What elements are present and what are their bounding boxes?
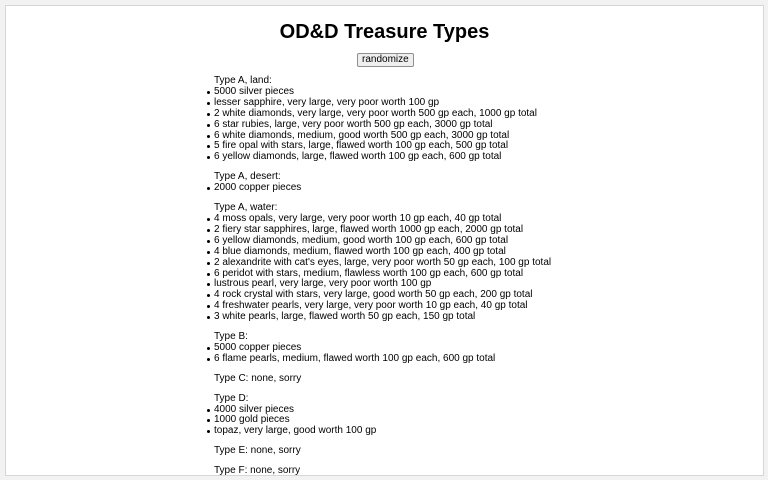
list-item: 5 fire opal with stars, large, flawed worth 100 gp each, 500 gp total bbox=[214, 141, 551, 152]
page-frame bbox=[5, 5, 764, 476]
treasure-section bbox=[208, 466, 551, 476]
treasure-list bbox=[208, 76, 551, 476]
list-item: 2 alexandrite with cat's eyes, large, very poor worth 50 gp each, 100 gp total bbox=[214, 256, 552, 268]
treasure-section bbox=[208, 332, 551, 365]
list-item: 4 freshwater pearls, very large, very poor worth 10 gp each, 40 gp total bbox=[214, 301, 551, 312]
section-heading: Type A, water: bbox=[214, 202, 278, 214]
treasure-section bbox=[208, 76, 551, 163]
page-title: OD&D Treasure Types bbox=[279, 21, 490, 43]
section-heading: Type A, desert: bbox=[214, 171, 281, 183]
list-item: 4 rock crystal with stars, very large, good worth 50 gp each, 200 gp total bbox=[214, 290, 551, 301]
section-heading: Type E: none, sorry bbox=[214, 445, 301, 457]
list-item: 4000 silver pieces bbox=[214, 405, 551, 416]
list-item: 6 star rubies, large, very poor worth 500 gp each, 3000 gp total bbox=[214, 120, 551, 131]
section-heading: Type B: bbox=[214, 331, 248, 343]
randomize-button[interactable]: randomize bbox=[357, 53, 414, 67]
section-heading: Type A, land: bbox=[214, 75, 272, 86]
treasure-section bbox=[208, 203, 551, 323]
list-item: 6 yellow diamonds, medium, good worth 100 gp each, 600 gp total bbox=[214, 236, 551, 247]
list-item: 3 white pearls, large, flawed worth 50 gp each, 150 gp total bbox=[214, 312, 551, 323]
list-item: 1000 gold pieces bbox=[214, 415, 551, 426]
treasure-section bbox=[208, 394, 551, 438]
treasure-items bbox=[208, 343, 551, 365]
list-item: 6 peridot with stars, medium, flawless worth 100 gp each, 600 gp total bbox=[214, 269, 551, 280]
list-item: 4 blue diamonds, medium, flawed worth 100 gp each, 400 gp total bbox=[214, 247, 551, 258]
treasure-items bbox=[208, 405, 551, 438]
list-item: 2000 copper pieces bbox=[214, 183, 551, 194]
list-item: 2 fiery star sapphires, large, flawed worth 1000 gp each, 2000 gp total bbox=[214, 225, 551, 236]
treasure-section bbox=[208, 374, 551, 385]
list-item: 6 white diamonds, medium, good worth 500 gp each, 3000 gp total bbox=[214, 131, 551, 142]
list-item: 6 flame pearls, medium, flawed worth 100 gp each, 600 gp total bbox=[214, 354, 551, 365]
list-item: lustrous pearl, very large, very poor worth 100 gp bbox=[214, 279, 551, 290]
treasure-section bbox=[208, 172, 551, 194]
list-item: 5000 copper pieces bbox=[214, 343, 551, 354]
treasure-items bbox=[208, 87, 551, 163]
section-heading: Type D: bbox=[214, 392, 249, 404]
section-heading: Type C: none, sorry bbox=[214, 372, 302, 384]
treasure-items bbox=[208, 214, 551, 323]
list-item: 2 white diamonds, very large, very poor worth 500 gp each, 1000 gp total bbox=[214, 109, 551, 120]
treasure-section bbox=[208, 446, 551, 457]
list-item: lesser sapphire, very large, very poor worth 100 gp bbox=[214, 98, 551, 109]
treasure-items bbox=[208, 183, 551, 194]
list-item: 4 moss opals, very large, very poor worth 10 gp each, 40 gp total bbox=[214, 214, 551, 225]
list-item: 5000 silver pieces bbox=[214, 87, 551, 98]
list-item: 6 yellow diamonds, large, flawed worth 100 gp each, 600 gp total bbox=[214, 152, 551, 163]
list-item: topaz, very large, good worth 100 gp bbox=[214, 426, 551, 437]
section-heading: Type F: none, sorry bbox=[214, 465, 301, 476]
